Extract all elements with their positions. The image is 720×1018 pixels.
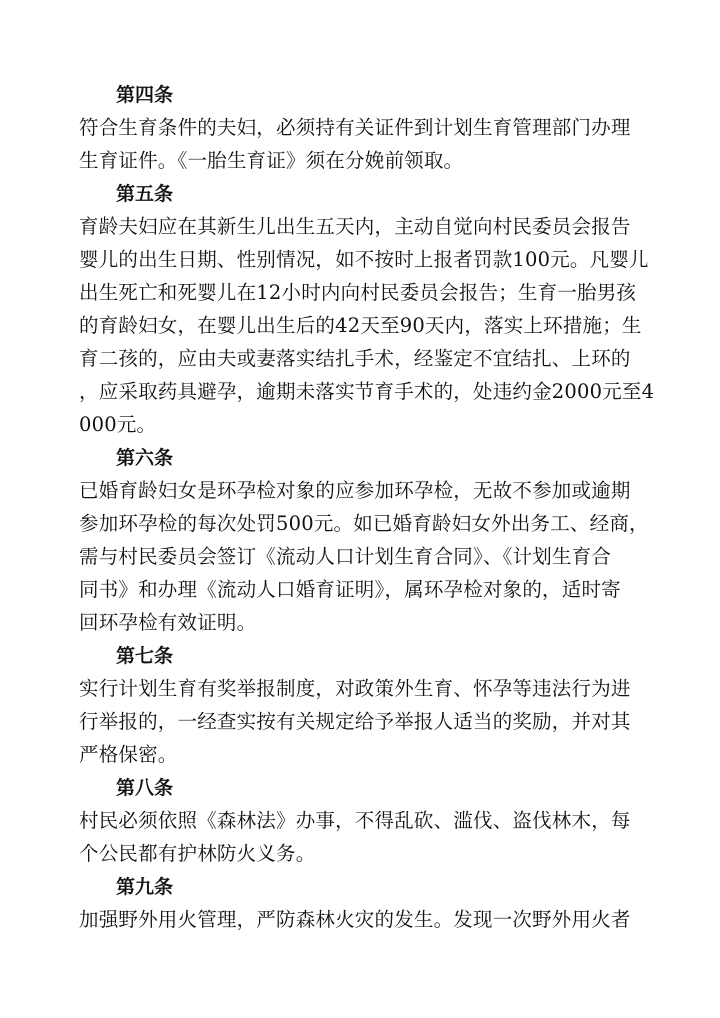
article-text-line: 育二孩的，应由夫或妻落实结扎手术，经鉴定不宜结扎、上环的 bbox=[79, 347, 631, 370]
article-text-line: 已婚育龄妇女是环孕检对象的应参加环孕检，无故不参加或逾期 bbox=[79, 479, 631, 502]
article-text-line: 符合生育条件的夫妇，必须持有关证件到计划生育管理部门办理 bbox=[79, 116, 631, 139]
article-text-line: 村民必须依照《森林法》办事，不得乱砍、滥伐、盗伐林木，每 bbox=[79, 809, 631, 832]
article-heading: 第六条 bbox=[116, 447, 174, 469]
article-text-line: 育龄夫妇应在其新生儿出生五天内，主动自觉向村民委员会报告 bbox=[79, 215, 631, 238]
article-text-line: 实行计划生育有奖举报制度，对政策外生育、怀孕等违法行为进 bbox=[79, 677, 631, 700]
article-text-line: 严格保密。 bbox=[79, 743, 178, 766]
article-text-line: 行举报的，一经查实按有关规定给予举报人适当的奖励，并对其 bbox=[79, 710, 631, 733]
article-text-line: 同书》和办理《流动人口婚育证明》，属环孕检对象的，适时寄 bbox=[79, 578, 621, 601]
article-text-line: 回环孕检有效证明。 bbox=[79, 611, 257, 634]
article-text-line: ，应采取药具避孕，逾期未落实节育手术的，处违约金2000元至4 bbox=[79, 380, 655, 403]
article-heading: 第五条 bbox=[116, 183, 174, 205]
article-heading: 第八条 bbox=[116, 777, 174, 799]
article-text-line: 出生死亡和死婴儿在12小时内向村民委员会报告；生育一胎男孩 bbox=[79, 281, 637, 304]
article-heading: 第九条 bbox=[116, 876, 174, 898]
article-text-line: 需与村民委员会签订《流动人口计划生育合同》、《计划生育合 bbox=[79, 545, 612, 568]
article-text-line: 个公民都有护林防火义务。 bbox=[79, 842, 316, 865]
article-heading: 第七条 bbox=[116, 645, 174, 667]
article-text-line: 000元。 bbox=[79, 413, 157, 436]
article-heading: 第四条 bbox=[116, 84, 174, 106]
article-text-line: 的育龄妇女，在婴儿出生后的42天至90天内，落实上环措施；生 bbox=[79, 314, 642, 337]
article-text-line: 婴儿的出生日期、性别情况，如不按时上报者罚款100元。凡婴儿 bbox=[79, 248, 649, 271]
article-text-line: 生育证件。《一胎生育证》须在分娩前领取。 bbox=[79, 149, 464, 172]
article-text-line: 参加环孕检的每次处罚500元。如已婚育龄妇女外出务工、经商， bbox=[79, 512, 649, 535]
article-text-line: 加强野外用火管理，严防森林火灾的发生。发现一次野外用火者 bbox=[79, 908, 631, 931]
